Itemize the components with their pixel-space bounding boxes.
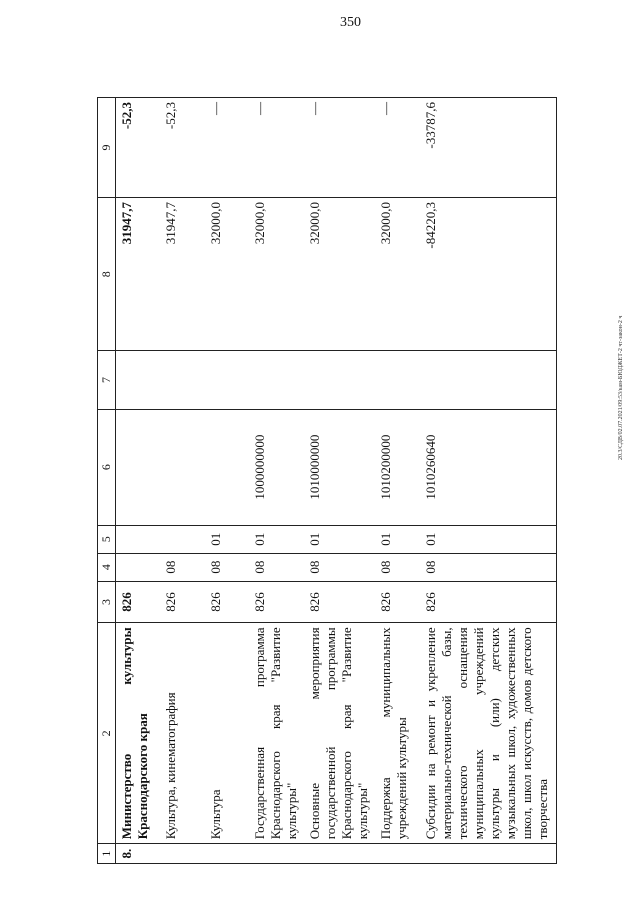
- ministry-code: 826: [420, 581, 557, 623]
- target-article-code: [205, 409, 250, 525]
- column-header: 5: [98, 525, 116, 553]
- column-header: 4: [98, 553, 116, 581]
- expense-type-code: [375, 351, 420, 409]
- amount: -84220,3: [420, 198, 557, 351]
- expense-type-code: [160, 351, 205, 409]
- target-article-code: 1010000000: [304, 409, 375, 525]
- change-amount: —: [249, 98, 304, 198]
- budget-table: [97, 97, 557, 864]
- section-code: 08: [304, 553, 375, 581]
- section-code: 08: [160, 553, 205, 581]
- change-amount: —: [304, 98, 375, 198]
- column-header: 6: [98, 409, 116, 525]
- target-article-code: 1000000000: [249, 409, 304, 525]
- ministry-code: 826: [116, 581, 161, 623]
- target-article-code: 1010200000: [375, 409, 420, 525]
- table-row: [304, 98, 375, 864]
- row-number: [304, 844, 375, 864]
- amount: 31947,7: [116, 198, 161, 351]
- row-name: Культура, кинематография: [160, 623, 205, 844]
- target-article-code: 1010260640: [420, 409, 557, 525]
- column-header: 3: [98, 581, 116, 623]
- ministry-code: 826: [375, 581, 420, 623]
- change-amount: —: [375, 98, 420, 198]
- change-amount: -52,3: [116, 98, 161, 198]
- row-number: [249, 844, 304, 864]
- target-article-code: [116, 409, 161, 525]
- page-number: 350: [340, 15, 361, 30]
- expense-type-code: [249, 351, 304, 409]
- ministry-code: 826: [160, 581, 205, 623]
- ministry-code: 826: [205, 581, 250, 623]
- subsection-code: 01: [304, 525, 375, 553]
- row-number: [205, 844, 250, 864]
- table-row: [375, 98, 420, 864]
- section-code: 08: [420, 553, 557, 581]
- section-code: 08: [205, 553, 250, 581]
- row-number: [420, 844, 557, 864]
- ministry-code: 826: [249, 581, 304, 623]
- table-header-row: [98, 98, 116, 864]
- section-code: 08: [249, 553, 304, 581]
- change-amount: -33787,6: [420, 98, 557, 198]
- row-name: Государственная программа Краснодарского края "Развитие культуры": [249, 623, 304, 844]
- amount: 32000,0: [249, 198, 304, 351]
- expense-type-code: [304, 351, 375, 409]
- table-row: [116, 98, 161, 864]
- section-code: [116, 553, 161, 581]
- row-number: [375, 844, 420, 864]
- subsection-code: 01: [420, 525, 557, 553]
- row-name: Субсидии на ремонт и укрепление материально-технической базы, технического оснащения муниципальных учреждений культуры и (или) детских музыкальных школ, художественных школ, школ искусств, домов детского творчества: [420, 623, 557, 844]
- change-amount: —: [205, 98, 250, 198]
- row-name: Министерство культуры Краснодарского края: [116, 623, 161, 844]
- column-header: 8: [98, 198, 116, 351]
- document-footer-code: 20.3/СДВ/02.07.2021/09:53/кам-БЮДЖЕТ-2 чт-закон-2 ч: [618, 315, 624, 460]
- ministry-code: 826: [304, 581, 375, 623]
- column-header: 9: [98, 98, 116, 198]
- amount: 32000,0: [304, 198, 375, 351]
- amount: 32000,0: [205, 198, 250, 351]
- budget-table-rotated: [97, 97, 557, 864]
- table-row: [420, 98, 557, 864]
- subsection-code: 01: [375, 525, 420, 553]
- row-name: Поддержка муниципальных учреждений культуры: [375, 623, 420, 844]
- section-code: 08: [375, 553, 420, 581]
- row-number: [160, 844, 205, 864]
- column-header: 2: [98, 623, 116, 844]
- expense-type-code: [205, 351, 250, 409]
- row-number: 8.: [116, 844, 161, 864]
- amount: 31947,7: [160, 198, 205, 351]
- amount: 32000,0: [375, 198, 420, 351]
- subsection-code: [160, 525, 205, 553]
- row-name: Культура: [205, 623, 250, 844]
- row-name: Основные мероприятия государственной программы Краснодарского края "Развитие культуры": [304, 623, 375, 844]
- table-row: [160, 98, 205, 864]
- target-article-code: [160, 409, 205, 525]
- subsection-code: 01: [249, 525, 304, 553]
- table-row: [205, 98, 250, 864]
- expense-type-code: [116, 351, 161, 409]
- expense-type-code: [420, 351, 557, 409]
- subsection-code: 01: [205, 525, 250, 553]
- table-row: [249, 98, 304, 864]
- subsection-code: [116, 525, 161, 553]
- column-header: 7: [98, 351, 116, 409]
- column-header: 1: [98, 844, 116, 864]
- change-amount: -52,3: [160, 98, 205, 198]
